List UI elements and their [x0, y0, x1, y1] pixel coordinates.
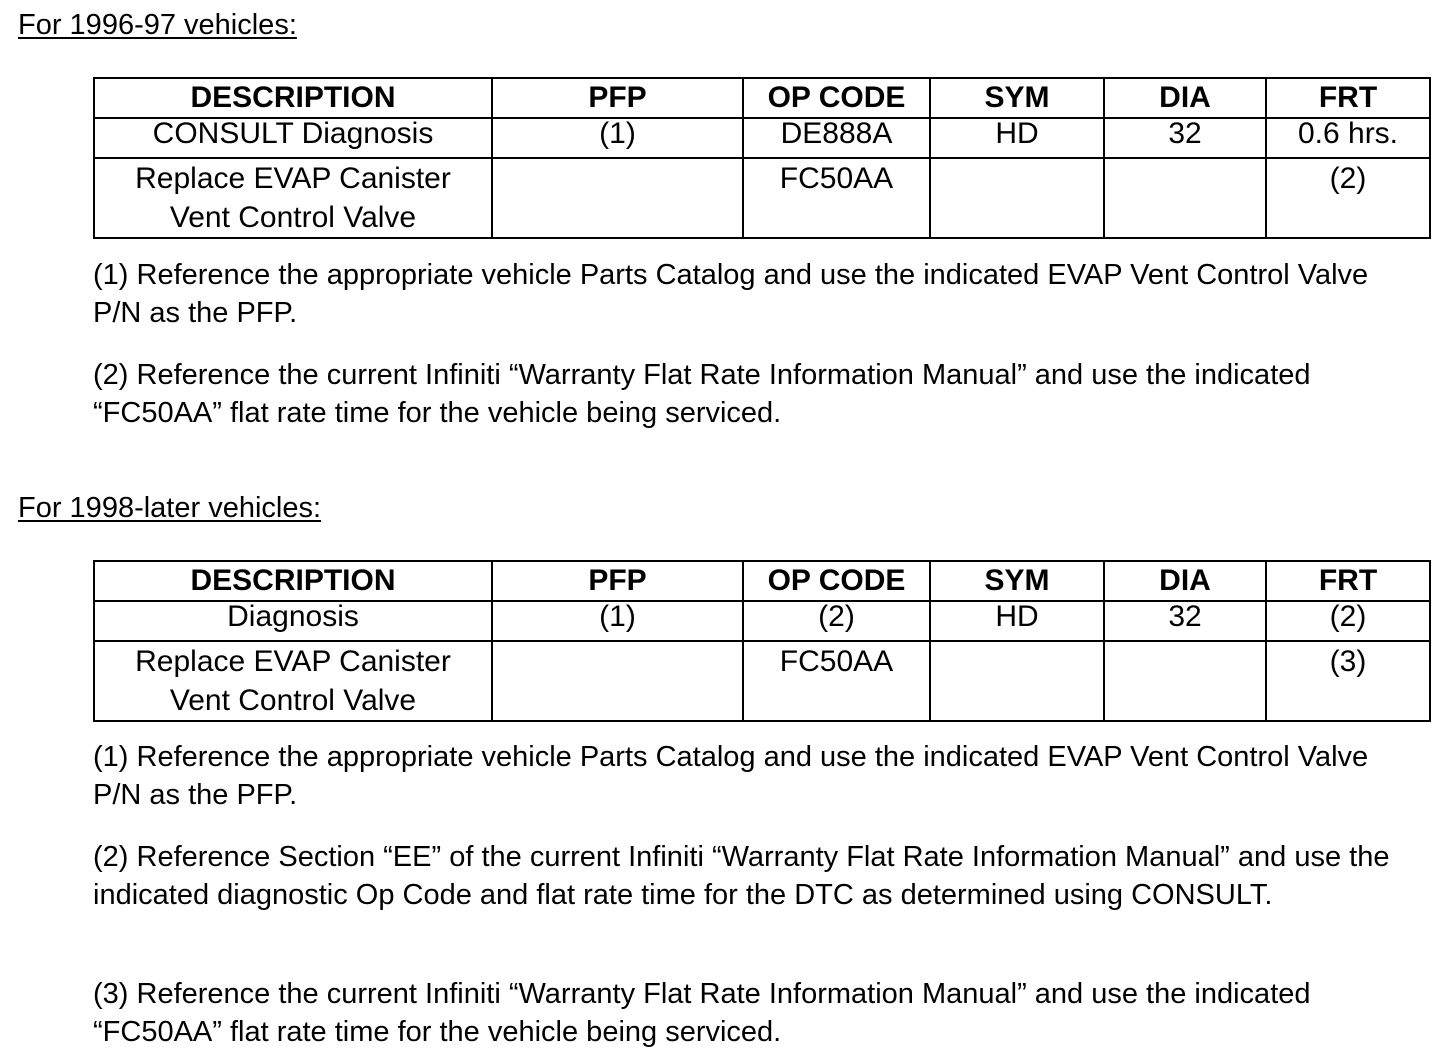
- cell-sym: [930, 158, 1104, 238]
- cell-frt: (2): [1266, 601, 1430, 641]
- table-row: [94, 118, 1430, 158]
- header-sym: SYM: [930, 78, 1104, 118]
- cell-description: Diagnosis: [94, 601, 492, 641]
- section-heading-1996-97: For 1996-97 vehicles:: [18, 9, 297, 41]
- cell-frt: (2): [1266, 158, 1430, 238]
- cell-op-code: FC50AA: [743, 158, 930, 238]
- header-sym: SYM: [930, 561, 1104, 601]
- table-row: [94, 641, 1430, 721]
- cell-dia: [1104, 158, 1266, 238]
- cell-dia: 32: [1104, 601, 1266, 641]
- section-heading-1998-later: For 1998-later vehicles:: [18, 492, 322, 524]
- cell-pfp: (1): [492, 118, 743, 158]
- cell-sym: [930, 641, 1104, 721]
- header-pfp: PFP: [492, 78, 743, 118]
- header-pfp: PFP: [492, 561, 743, 601]
- footnote-1: (1) Reference the appropriate vehicle Parts Catalog and use the indicated EVAP Vent Control Valve P/N as the PFP.: [93, 741, 1369, 811]
- cell-frt: 0.6 hrs.: [1266, 118, 1430, 158]
- cell-pfp: (1): [492, 601, 743, 641]
- cell-pfp: [492, 641, 743, 721]
- cell-dia: 32: [1104, 118, 1266, 158]
- header-description: DESCRIPTION: [94, 561, 492, 601]
- cell-pfp: [492, 158, 743, 238]
- footnote-2: (2) Reference the current Infiniti “Warranty Flat Rate Information Manual” and use the indicated “FC50AA” flat rate time for the vehicle being serviced.: [93, 359, 1311, 429]
- header-dia: DIA: [1104, 78, 1266, 118]
- cell-description: Replace EVAP Canister Vent Control Valve: [94, 158, 492, 238]
- footnote-3: (3) Reference the current Infiniti “Warranty Flat Rate Information Manual” and use the indicated “FC50AA” flat rate time for the vehicle being serviced.: [93, 978, 1311, 1048]
- cell-frt: (3): [1266, 641, 1430, 721]
- cell-op-code: DE888A: [743, 118, 930, 158]
- header-description: DESCRIPTION: [94, 78, 492, 118]
- labor-table-1996-97: [93, 77, 1431, 239]
- table-row: [94, 158, 1430, 238]
- cell-description: Replace EVAP Canister Vent Control Valve: [94, 641, 492, 721]
- header-frt: FRT: [1266, 561, 1430, 601]
- cell-sym: HD: [930, 601, 1104, 641]
- header-op-code: OP CODE: [743, 561, 930, 601]
- header-dia: DIA: [1104, 561, 1266, 601]
- table-header-row: [94, 561, 1430, 601]
- footnote-2: (2) Reference Section “EE” of the current Infiniti “Warranty Flat Rate Information Manual” and use the indicated diagnostic Op Code and flat rate time for the DTC as determined using CONSULT.: [93, 841, 1390, 911]
- labor-table-1998-later: [93, 560, 1431, 722]
- header-frt: FRT: [1266, 78, 1430, 118]
- cell-dia: [1104, 641, 1266, 721]
- footnote-1: (1) Reference the appropriate vehicle Parts Catalog and use the indicated EVAP Vent Control Valve P/N as the PFP.: [93, 259, 1369, 329]
- cell-op-code: FC50AA: [743, 641, 930, 721]
- table-row: [94, 601, 1430, 641]
- cell-op-code: (2): [743, 601, 930, 641]
- header-op-code: OP CODE: [743, 78, 930, 118]
- cell-description: CONSULT Diagnosis: [94, 118, 492, 158]
- table-header-row: [94, 78, 1430, 118]
- cell-sym: HD: [930, 118, 1104, 158]
